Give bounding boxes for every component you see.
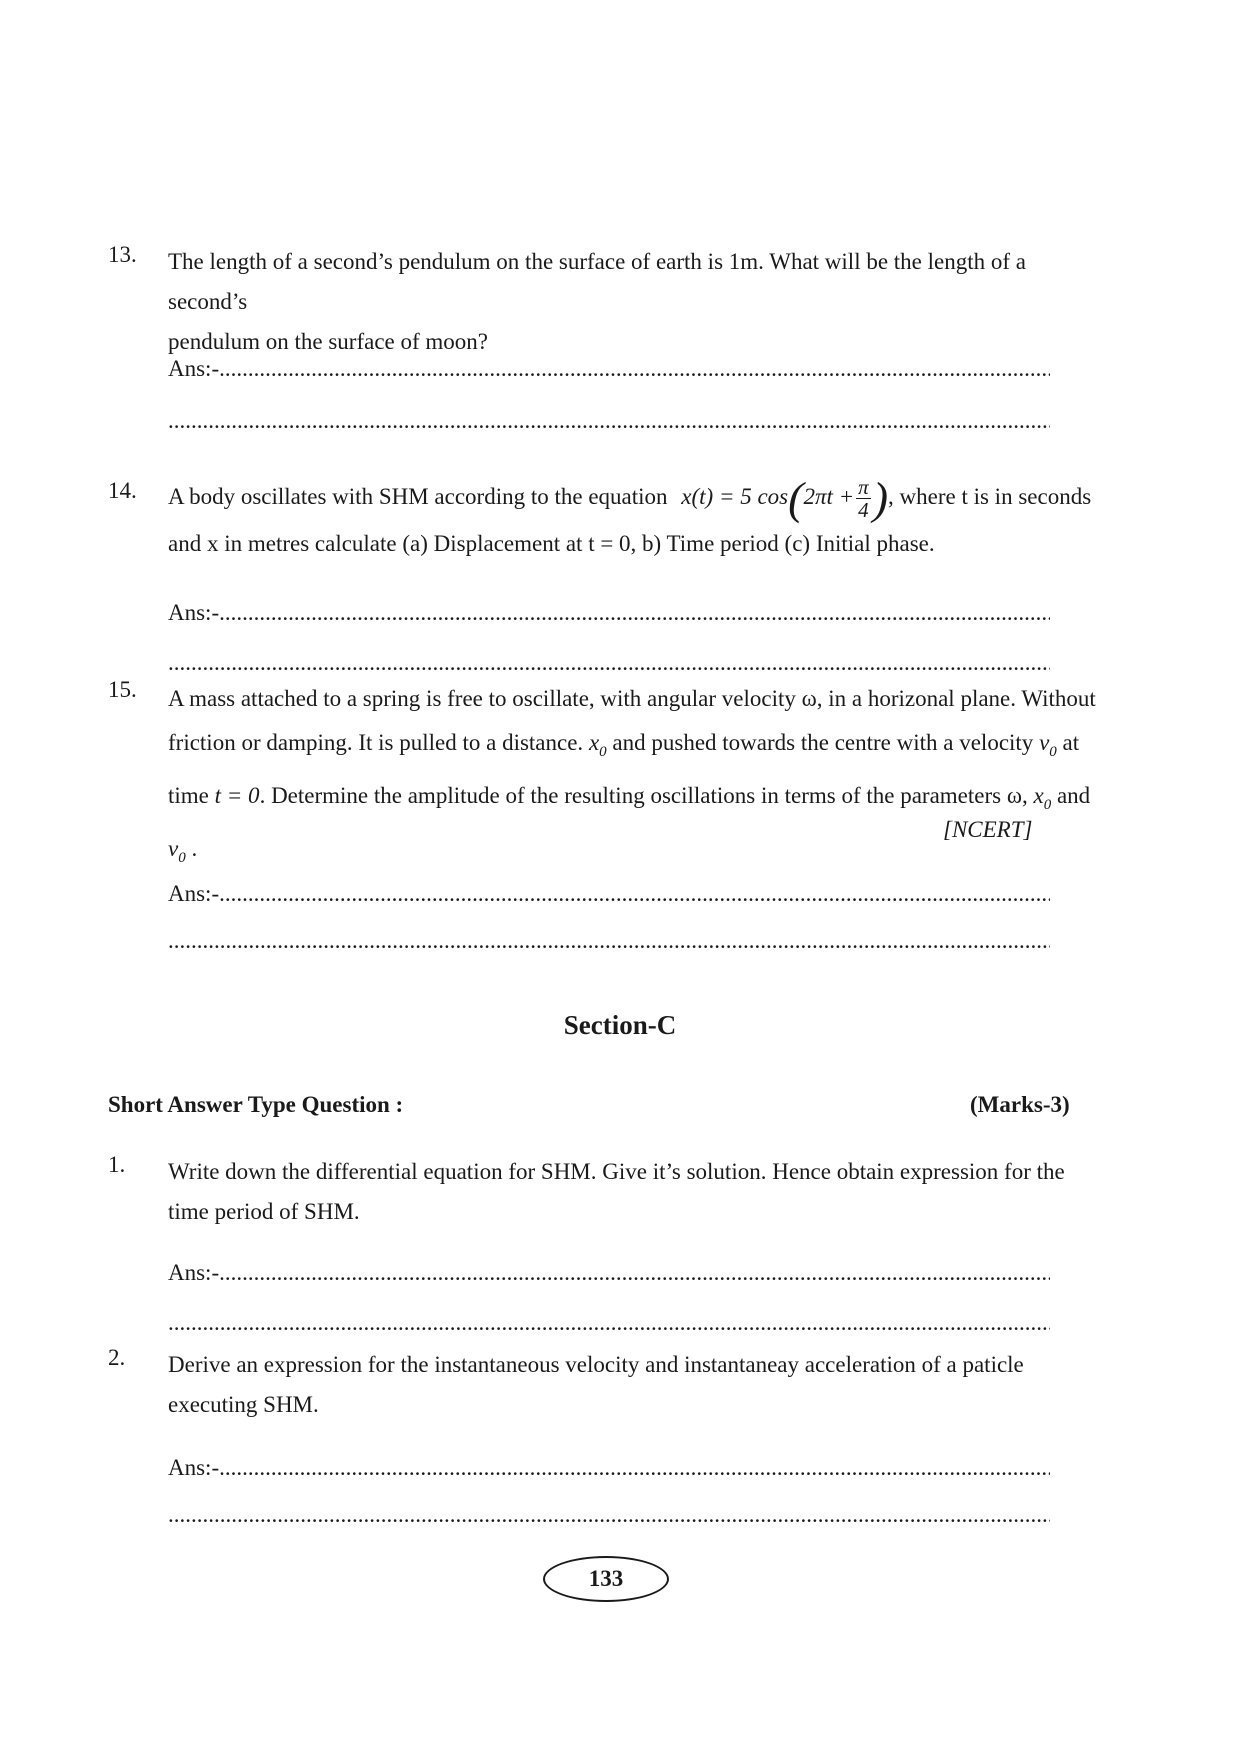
question-c1 xyxy=(108,1152,1108,1232)
question-line: The length of a second’s pendulum on the surface of earth is 1m. What will be the length of a second’s xyxy=(168,249,1026,314)
answer-line[interactable]: Ans:- ..... xyxy=(168,881,1050,907)
marks-heading: (Marks-3) xyxy=(970,1092,1070,1117)
question-number: 1. xyxy=(108,1152,126,1177)
answer-line[interactable]: Ans:- ..... xyxy=(168,1260,1050,1286)
variable-v0: $v_0$ xyxy=(1039,730,1057,760)
answer-dotted-line[interactable] xyxy=(168,408,1050,434)
question-line: and x in metres calculate (a) Displacement at t = 0, b) Time period (c) Initial phase. xyxy=(168,531,935,556)
answer-dotted-line[interactable] xyxy=(168,650,1050,676)
question-15 xyxy=(108,677,1108,880)
question-text: A mass attached to a spring is free to oscillate, with angular velocity ω, in a horizonal plane. Without friction or damping. It is pulled to a distance. $x_0$ and pushed towards the centre with a velocity $v_0$ at time t = 0. Determine the amplitude of the resulting oscillations in terms of the parameters ω, $x_0$ and $v_0$ . xyxy=(168,686,1096,866)
answer-line[interactable]: Ans:- ..... xyxy=(168,356,1050,382)
question-14 xyxy=(108,470,1108,564)
variable-v0: $v_0$ xyxy=(168,836,186,866)
question-line: pendulum on the surface of moon? xyxy=(168,329,488,354)
answer-line[interactable]: Ans:- ..... xyxy=(168,1455,1050,1481)
question-text: A body oscillates with SHM according to the equation x(t) = 5 cos(2πt + $\frac{\pi}{4}$ ), where t is in seconds xyxy=(168,472,1092,524)
answer-dotted-line[interactable] xyxy=(168,1310,1050,1336)
question-text xyxy=(168,242,1108,362)
fraction: $\frac{\pi}{4}$ xyxy=(858,475,869,523)
question-text: Write down the differential equation for SHM. Give it’s solution. Hence obtain expression for the time period of SHM. xyxy=(168,1159,1065,1224)
page-number: 133 xyxy=(543,1556,669,1602)
ncert-reference: [NCERT] xyxy=(943,817,1033,842)
question-number: 14. xyxy=(108,478,137,503)
question-number: 15. xyxy=(108,677,137,702)
answer-line[interactable]: Ans:- ..... xyxy=(168,600,1050,626)
question-c2 xyxy=(108,1345,1108,1425)
section-title: Section-C xyxy=(563,1010,677,1040)
variable-x0: $x_0$ xyxy=(1033,783,1052,813)
answer-dotted-line[interactable] xyxy=(168,1502,1050,1528)
question-number: 2. xyxy=(108,1345,126,1370)
question-number: 13. xyxy=(108,242,137,267)
question-text: Derive an expression for the instantaneous velocity and instantaneay acceleration of a paticle executing SHM. xyxy=(168,1352,1024,1417)
question-13 xyxy=(108,242,1108,362)
answer-dotted-line[interactable] xyxy=(168,928,1050,954)
question-type-heading: Short Answer Type Question : xyxy=(108,1092,404,1117)
equation: x(t) = 5 cos(2πt + $\frac{\pi}{4}$ ) xyxy=(681,472,889,524)
variable-x0: $x_0$ xyxy=(588,730,607,760)
